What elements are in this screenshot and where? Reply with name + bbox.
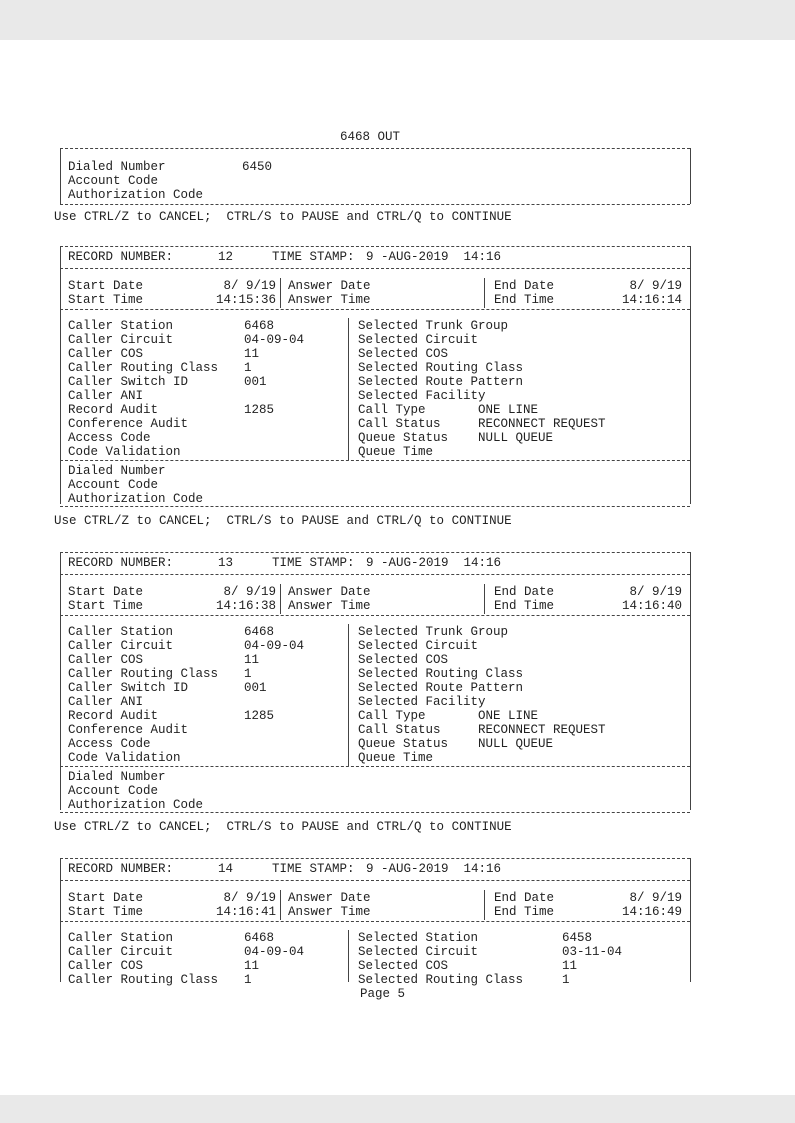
- caller-routing-class-label: Caller Routing Class: [68, 973, 219, 987]
- dialed-number-label: Dialed Number: [68, 464, 166, 478]
- border-left: [60, 858, 61, 982]
- start-date-label: Start Date: [68, 585, 144, 599]
- caller-station-value: 6468: [244, 625, 275, 639]
- divider: [60, 615, 690, 616]
- divider: [60, 148, 690, 149]
- call-type-label: Call Type: [358, 403, 426, 417]
- end-time-value: 14:16:49: [621, 905, 682, 919]
- end-date-label: End Date: [494, 585, 555, 599]
- column-separator: [348, 318, 349, 460]
- border-left: [60, 148, 61, 204]
- code-validation-label: Code Validation: [68, 445, 181, 459]
- divider: [60, 246, 690, 247]
- record-number-label: RECORD NUMBER:: [68, 556, 174, 570]
- answer-date-label: Answer Date: [288, 279, 371, 293]
- selected-circuit-label: Selected Circuit: [358, 333, 479, 347]
- column-separator: [280, 890, 281, 920]
- end-date-value: 8/ 9/19: [629, 891, 682, 905]
- start-date-value: 8/ 9/19: [223, 585, 276, 599]
- border-left: [60, 246, 61, 504]
- caller-switch-id-value: 001: [244, 681, 267, 695]
- authorization-code-label: Authorization Code: [68, 798, 204, 812]
- time-stamp-label: TIME STAMP:: [272, 556, 355, 570]
- account-code-label: Account Code: [68, 784, 159, 798]
- record-number-value: 12: [218, 250, 234, 264]
- queue-status-value: NULL QUEUE: [478, 431, 554, 445]
- dialed-number-label: Dialed Number: [68, 160, 166, 174]
- selected-routing-class-value: 1: [562, 973, 570, 987]
- start-time-value: 14:15:36: [215, 293, 276, 307]
- start-time-label: Start Time: [68, 905, 144, 919]
- start-time-label: Start Time: [68, 293, 144, 307]
- page-number: Page 5: [360, 987, 406, 1001]
- answer-time-label: Answer Time: [288, 293, 371, 307]
- call-type-label: Call Type: [358, 709, 426, 723]
- selected-circuit-label: Selected Circuit: [358, 945, 479, 959]
- time-stamp-label: TIME STAMP:: [272, 250, 355, 264]
- column-separator: [484, 890, 485, 920]
- record-audit-label: Record Audit: [68, 709, 159, 723]
- answer-date-label: Answer Date: [288, 585, 371, 599]
- caller-switch-id-label: Caller Switch ID: [68, 375, 189, 389]
- answer-time-label: Answer Time: [288, 905, 371, 919]
- time-stamp-value: 9 -AUG-2019 14:16: [366, 862, 502, 876]
- record-audit-label: Record Audit: [68, 403, 159, 417]
- scan-bottom-band: [0, 1095, 795, 1123]
- caller-circuit-value: 04-09-04: [244, 945, 305, 959]
- conference-audit-label: Conference Audit: [68, 723, 189, 737]
- end-date-value: 8/ 9/19: [629, 279, 682, 293]
- divider: [60, 812, 690, 813]
- caller-station-label: Caller Station: [68, 319, 174, 333]
- divider: [60, 766, 690, 767]
- end-time-label: End Time: [494, 905, 555, 919]
- start-time-value: 14:16:41: [215, 905, 276, 919]
- caller-switch-id-label: Caller Switch ID: [68, 681, 189, 695]
- start-time-value: 14:16:38: [215, 599, 276, 613]
- record-number-value: 13: [218, 556, 234, 570]
- selected-trunk-group-label: Selected Trunk Group: [358, 625, 509, 639]
- divider: [60, 506, 690, 507]
- time-stamp-label: TIME STAMP:: [272, 862, 355, 876]
- caller-cos-label: Caller COS: [68, 347, 144, 361]
- end-date-label: End Date: [494, 279, 555, 293]
- call-type-value: ONE LINE: [478, 709, 539, 723]
- start-date-label: Start Date: [68, 891, 144, 905]
- authorization-code-label: Authorization Code: [68, 492, 204, 506]
- account-code-label: Account Code: [68, 174, 159, 188]
- divider: [60, 858, 690, 859]
- dialed-number-value: 6450: [242, 160, 273, 174]
- selected-facility-label: Selected Facility: [358, 389, 486, 403]
- selected-route-pattern-label: Selected Route Pattern: [358, 681, 524, 695]
- column-separator: [484, 584, 485, 614]
- border-right: [690, 552, 691, 810]
- divider: [60, 268, 690, 269]
- border-right: [690, 148, 691, 204]
- caller-circuit-label: Caller Circuit: [68, 945, 174, 959]
- call-status-label: Call Status: [358, 417, 441, 431]
- caller-station-value: 6468: [244, 319, 275, 333]
- caller-ani-label: Caller ANI: [68, 695, 144, 709]
- call-type-value: ONE LINE: [478, 403, 539, 417]
- column-separator: [280, 278, 281, 308]
- selected-routing-class-label: Selected Routing Class: [358, 361, 524, 375]
- account-code-label: Account Code: [68, 478, 159, 492]
- start-date-label: Start Date: [68, 279, 144, 293]
- scan-top-band: [0, 0, 795, 40]
- divider: [60, 204, 690, 205]
- conference-audit-label: Conference Audit: [68, 417, 189, 431]
- column-separator: [348, 624, 349, 766]
- divider: [60, 460, 690, 461]
- caller-circuit-label: Caller Circuit: [68, 333, 174, 347]
- dialed-number-label: Dialed Number: [68, 770, 166, 784]
- time-stamp-value: 9 -AUG-2019 14:16: [366, 556, 502, 570]
- selected-station-label: Selected Station: [358, 931, 479, 945]
- column-separator: [484, 278, 485, 308]
- start-date-value: 8/ 9/19: [223, 279, 276, 293]
- ctrl-note: Use CTRL/Z to CANCEL; CTRL/S to PAUSE and CTRL/Q to CONTINUE: [54, 210, 512, 224]
- ctrl-note: Use CTRL/Z to CANCEL; CTRL/S to PAUSE and CTRL/Q to CONTINUE: [54, 514, 512, 528]
- call-status-label: Call Status: [358, 723, 441, 737]
- record-number-label: RECORD NUMBER:: [68, 862, 174, 876]
- caller-routing-class-label: Caller Routing Class: [68, 361, 219, 375]
- ctrl-note: Use CTRL/Z to CANCEL; CTRL/S to PAUSE and CTRL/Q to CONTINUE: [54, 820, 512, 834]
- caller-cos-value: 11: [244, 347, 260, 361]
- selected-station-value: 6458: [562, 931, 593, 945]
- caller-switch-id-value: 001: [244, 375, 267, 389]
- caller-station-value: 6468: [244, 931, 275, 945]
- queue-status-value: NULL QUEUE: [478, 737, 554, 751]
- caller-circuit-value: 04-09-04: [244, 639, 305, 653]
- divider: [60, 921, 690, 922]
- end-time-label: End Time: [494, 599, 555, 613]
- record-audit-value: 1285: [244, 403, 275, 417]
- code-validation-label: Code Validation: [68, 751, 181, 765]
- caller-routing-class-value: 1: [244, 973, 252, 987]
- queue-status-label: Queue Status: [358, 737, 449, 751]
- divider: [60, 574, 690, 575]
- record-number-value: 14: [218, 862, 234, 876]
- caller-ani-label: Caller ANI: [68, 389, 144, 403]
- end-time-value: 14:16:40: [621, 599, 682, 613]
- answer-date-label: Answer Date: [288, 891, 371, 905]
- selected-routing-class-label: Selected Routing Class: [358, 667, 524, 681]
- caller-routing-class-value: 1: [244, 667, 252, 681]
- caller-circuit-label: Caller Circuit: [68, 639, 174, 653]
- queue-status-label: Queue Status: [358, 431, 449, 445]
- selected-cos-value: 11: [562, 959, 578, 973]
- end-date-value: 8/ 9/19: [629, 585, 682, 599]
- caller-cos-value: 11: [244, 959, 260, 973]
- border-right: [690, 858, 691, 982]
- record-audit-value: 1285: [244, 709, 275, 723]
- call-status-value: RECONNECT REQUEST: [478, 723, 606, 737]
- caller-cos-label: Caller COS: [68, 653, 144, 667]
- divider: [60, 309, 690, 310]
- access-code-label: Access Code: [68, 431, 151, 445]
- queue-time-label: Queue Time: [358, 445, 434, 459]
- caller-cos-value: 11: [244, 653, 260, 667]
- call-status-value: RECONNECT REQUEST: [478, 417, 606, 431]
- selected-route-pattern-label: Selected Route Pattern: [358, 375, 524, 389]
- caller-circuit-value: 04-09-04: [244, 333, 305, 347]
- end-time-label: End Time: [494, 293, 555, 307]
- time-stamp-value: 9 -AUG-2019 14:16: [366, 250, 502, 264]
- caller-cos-label: Caller COS: [68, 959, 144, 973]
- caller-routing-class-value: 1: [244, 361, 252, 375]
- divider: [60, 552, 690, 553]
- access-code-label: Access Code: [68, 737, 151, 751]
- answer-time-label: Answer Time: [288, 599, 371, 613]
- caller-station-label: Caller Station: [68, 931, 174, 945]
- selected-routing-class-label: Selected Routing Class: [358, 973, 524, 987]
- selected-cos-label: Selected COS: [358, 653, 449, 667]
- page-title: 6468 OUT: [340, 130, 401, 144]
- caller-station-label: Caller Station: [68, 625, 174, 639]
- selected-facility-label: Selected Facility: [358, 695, 486, 709]
- start-time-label: Start Time: [68, 599, 144, 613]
- border-left: [60, 552, 61, 810]
- border-right: [690, 246, 691, 504]
- selected-cos-label: Selected COS: [358, 959, 449, 973]
- end-date-label: End Date: [494, 891, 555, 905]
- selected-trunk-group-label: Selected Trunk Group: [358, 319, 509, 333]
- column-separator: [348, 930, 349, 982]
- end-time-value: 14:16:14: [621, 293, 682, 307]
- start-date-value: 8/ 9/19: [223, 891, 276, 905]
- authorization-code-label: Authorization Code: [68, 188, 204, 202]
- queue-time-label: Queue Time: [358, 751, 434, 765]
- selected-cos-label: Selected COS: [358, 347, 449, 361]
- selected-circuit-label: Selected Circuit: [358, 639, 479, 653]
- divider: [60, 880, 690, 881]
- selected-circuit-value: 03-11-04: [562, 945, 623, 959]
- caller-routing-class-label: Caller Routing Class: [68, 667, 219, 681]
- record-number-label: RECORD NUMBER:: [68, 250, 174, 264]
- column-separator: [280, 584, 281, 614]
